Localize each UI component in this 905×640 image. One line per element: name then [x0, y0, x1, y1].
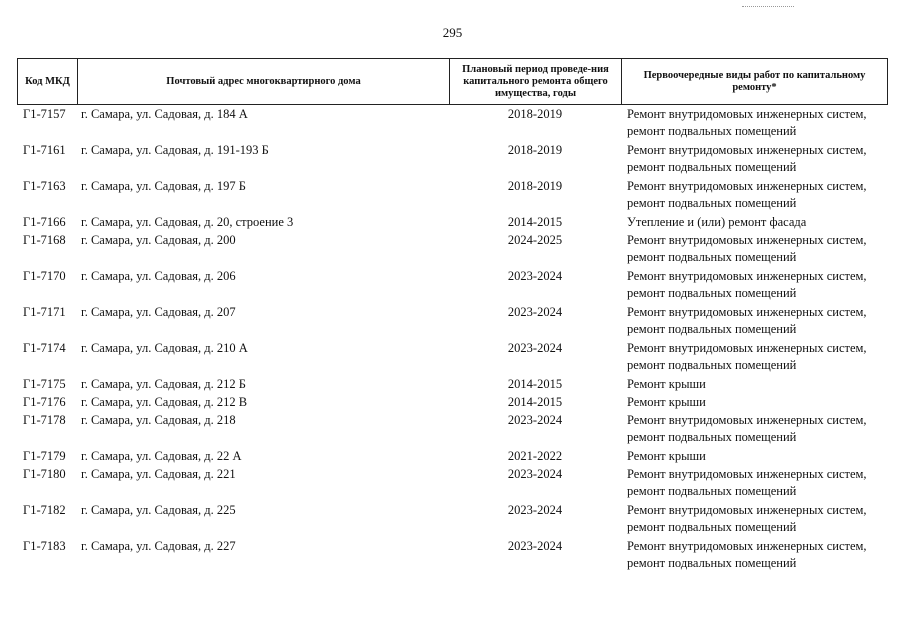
- cell-code: Г1-7171: [23, 305, 66, 319]
- cell-code: Г1-7170: [23, 269, 66, 283]
- cell-address: г. Самара, ул. Садовая, д. 221: [81, 467, 236, 481]
- cell-works: Ремонт внутридомовых инженерных систем, ремонт подвальных помещений: [627, 341, 867, 372]
- cell-period: 2021-2022: [507, 449, 563, 463]
- table-row: [17, 106, 887, 142]
- cell-period: 2014-2015: [507, 215, 563, 229]
- header-works: Первоочередные виды работ по капитальному ремонту*: [622, 59, 888, 105]
- table-row: [17, 142, 887, 178]
- cell-period: 2014-2015: [507, 377, 563, 391]
- cell-address: г. Самара, ул. Садовая, д. 227: [81, 539, 236, 553]
- table-row: [17, 502, 887, 538]
- table-row: [17, 232, 887, 268]
- cell-address: г. Самара, ул. Садовая, д. 197 Б: [81, 179, 246, 193]
- cell-address: г. Самара, ул. Садовая, д. 210 А: [81, 341, 248, 355]
- cell-works: Ремонт крыши: [627, 377, 706, 391]
- cell-address: г. Самара, ул. Садовая, д. 218: [81, 413, 236, 427]
- cell-address: г. Самара, ул. Садовая, д. 207: [81, 305, 236, 319]
- cell-address: г. Самара, ул. Садовая, д. 225: [81, 503, 236, 517]
- cell-period: 2018-2019: [507, 107, 563, 121]
- table-row: [17, 178, 887, 214]
- cell-works: Ремонт внутридомовых инженерных систем, ремонт подвальных помещений: [627, 467, 867, 498]
- cell-code: Г1-7175: [23, 377, 66, 391]
- cell-works: Ремонт внутридомовых инженерных систем, ремонт подвальных помещений: [627, 413, 867, 444]
- cell-address: г. Самара, ул. Садовая, д. 22 А: [81, 449, 242, 463]
- header-address: Почтовый адрес многоквартирного дома: [78, 59, 450, 105]
- cell-address: г. Самара, ул. Садовая, д. 20, строение 3: [81, 215, 294, 229]
- cell-period: 2023-2024: [507, 539, 563, 553]
- page-number: 295: [442, 25, 463, 40]
- table-row: [17, 340, 887, 376]
- cell-code: Г1-7182: [23, 503, 66, 517]
- cell-works: Ремонт крыши: [627, 395, 706, 409]
- cell-works: Ремонт внутридомовых инженерных систем, ремонт подвальных помещений: [627, 539, 867, 570]
- cell-address: г. Самара, ул. Садовая, д. 212 Б: [81, 377, 246, 391]
- table-row: [17, 394, 887, 412]
- cell-works: Ремонт внутридомовых инженерных систем, ремонт подвальных помещений: [627, 305, 867, 336]
- cell-period: 2023-2024: [507, 503, 563, 517]
- cell-period: 2014-2015: [507, 395, 563, 409]
- cell-works: Ремонт внутридомовых инженерных систем, ремонт подвальных помещений: [627, 269, 867, 300]
- cell-code: Г1-7178: [23, 413, 66, 427]
- cell-period: 2024-2025: [507, 233, 563, 247]
- cell-period: 2018-2019: [507, 143, 563, 157]
- cell-code: Г1-7168: [23, 233, 66, 247]
- cell-works: Ремонт внутридомовых инженерных систем, ремонт подвальных помещений: [627, 107, 867, 138]
- cell-code: Г1-7180: [23, 467, 66, 481]
- table-row: [17, 448, 887, 466]
- cell-works: Ремонт внутридомовых инженерных систем, ремонт подвальных помещений: [627, 179, 867, 210]
- cell-period: 2023-2024: [507, 413, 563, 427]
- cell-code: Г1-7183: [23, 539, 66, 553]
- cell-period: 2023-2024: [507, 467, 563, 481]
- table-row: [17, 412, 887, 448]
- cell-works: Ремонт внутридомовых инженерных систем, ремонт подвальных помещений: [627, 143, 867, 174]
- cell-period: 2023-2024: [507, 269, 563, 283]
- cell-works: Ремонт внутридомовых инженерных систем, ремонт подвальных помещений: [627, 233, 867, 264]
- cell-period: 2023-2024: [507, 305, 563, 319]
- cell-address: г. Самара, ул. Садовая, д. 206: [81, 269, 236, 283]
- cell-address: г. Самара, ул. Садовая, д. 184 А: [81, 107, 248, 121]
- cell-code: Г1-7174: [23, 341, 66, 355]
- cell-address: г. Самара, ул. Садовая, д. 200: [81, 233, 236, 247]
- table-row: [17, 538, 887, 574]
- header-period: Плановый период проведе-ния капитального ремонта общего имущества, годы: [450, 59, 622, 105]
- table-body: [17, 106, 887, 574]
- cell-code: Г1-7166: [23, 215, 66, 229]
- table-row: [17, 214, 887, 232]
- cell-period: 2023-2024: [507, 341, 563, 355]
- table-row: [17, 466, 887, 502]
- cell-address: г. Самара, ул. Садовая, д. 191-193 Б: [81, 143, 269, 157]
- cell-works: Ремонт внутридомовых инженерных систем, ремонт подвальных помещений: [627, 503, 867, 534]
- table-row: [17, 304, 887, 340]
- cell-works: Ремонт крыши: [627, 449, 706, 463]
- header-code: Код МКД: [18, 59, 78, 105]
- cell-code: Г1-7163: [23, 179, 66, 193]
- cell-code: Г1-7161: [23, 143, 66, 157]
- cell-address: г. Самара, ул. Садовая, д. 212 В: [81, 395, 248, 409]
- cell-code: Г1-7176: [23, 395, 66, 409]
- cell-code: Г1-7157: [23, 107, 66, 121]
- scan-artifact: [742, 6, 794, 11]
- cell-works: Утепление и (или) ремонт фасада: [627, 215, 807, 229]
- cell-code: Г1-7179: [23, 449, 66, 463]
- cell-period: 2018-2019: [507, 179, 563, 193]
- table-header: [17, 58, 888, 105]
- table-row: [17, 376, 887, 394]
- table-row: [17, 268, 887, 304]
